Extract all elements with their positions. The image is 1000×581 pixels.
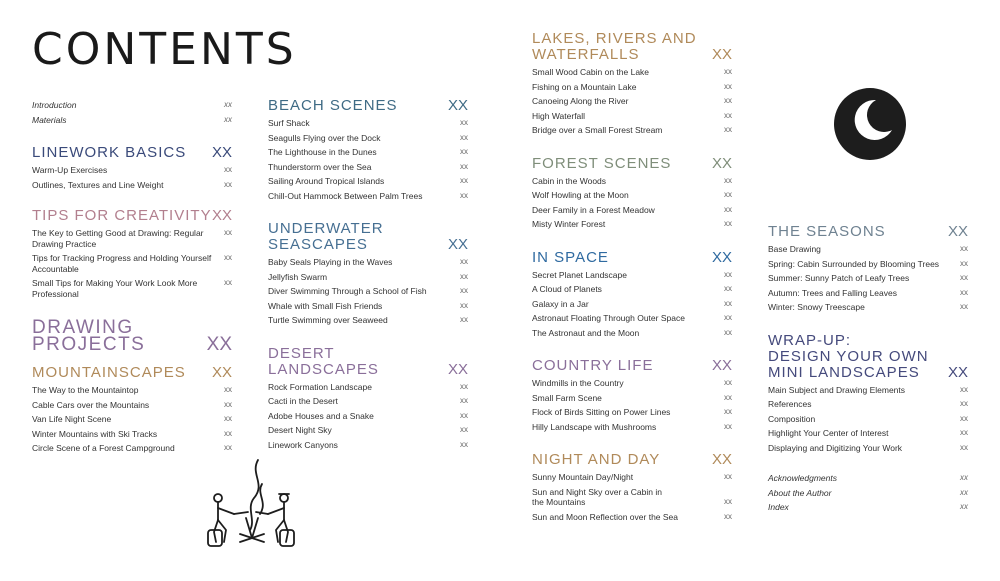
back-matter: [768, 473, 968, 513]
toc-entry[interactable]: Flock of Birds Sitting on Power Lines xx: [532, 407, 732, 417]
section-lakes-rivers-waterfalls: [532, 31, 732, 136]
toc-entry[interactable]: Main Subject and Drawing Elements xx: [768, 384, 968, 395]
toc-column-3: [532, 31, 732, 534]
section-heading[interactable]: NIGHT AND DAY XX: [532, 451, 732, 468]
toc-entry[interactable]: Winter Mountains with Ski Tracks xx: [32, 428, 232, 439]
section-heading[interactable]: UNDERWATER SEASCAPES XX: [268, 220, 468, 253]
crescent-moon-icon: [832, 86, 908, 167]
toc-entry[interactable]: Thunderstorm over the Sea xx: [268, 161, 468, 172]
section-in-space: [532, 250, 732, 339]
toc-entry[interactable]: About the Author xx: [768, 487, 968, 498]
toc-entry[interactable]: Chill-Out Hammock Between Palm Trees xx: [268, 190, 468, 201]
toc-entry[interactable]: Tips for Tracking Progress and Holding Yourself Accountable xx: [32, 253, 232, 274]
toc-entry[interactable]: Misty Winter Forest xx: [532, 219, 732, 229]
toc-entry[interactable]: Spring: Cabin Surrounded by Blooming Trees xx: [768, 258, 968, 269]
section-heading[interactable]: MOUNTAINSCAPES XX: [32, 364, 232, 381]
toc-entry[interactable]: Warm-Up Exercises xx: [32, 165, 232, 175]
toc-entry[interactable]: Van Life Night Scene xx: [32, 414, 232, 424]
toc-entry[interactable]: Sun and Night Sky over a Cabin in the Mountains xx: [532, 486, 732, 507]
toc-entry[interactable]: Highlight Your Center of Interest xx: [768, 428, 968, 438]
section-heading[interactable]: FOREST SCENES XX: [532, 154, 732, 172]
toc-entry[interactable]: A Cloud of Planets xx: [532, 284, 732, 294]
toc-entry[interactable]: Cabin in the Woods xx: [532, 175, 732, 186]
toc-entry[interactable]: Fishing on a Mountain Lake xx: [532, 81, 732, 92]
toc-entry[interactable]: Sailing Around Tropical Islands xx: [268, 176, 468, 186]
section-wrap-up: [768, 333, 968, 454]
section-heading[interactable]: LAKES, RIVERS AND WATERFALLS XX: [532, 30, 732, 63]
section-forest-scenes: [532, 156, 732, 230]
section-heading[interactable]: LINEWORK BASICS XX: [32, 144, 232, 161]
toc-entry[interactable]: Introduction xx: [32, 100, 232, 110]
toc-entry[interactable]: The Astronaut and the Moon xx: [532, 327, 732, 338]
toc-entry[interactable]: Index xx: [768, 502, 968, 512]
section-linework-basics: [32, 145, 232, 190]
section-heading[interactable]: IN SPACE XX: [532, 248, 732, 266]
section-heading[interactable]: BEACH SCENES XX: [268, 97, 468, 114]
section-tips-for-creativity: [32, 208, 232, 299]
toc-entry[interactable]: Base Drawing xx: [768, 244, 968, 254]
toc-column-1: [32, 100, 232, 466]
section-mountainscapes: [32, 365, 232, 454]
toc-entry[interactable]: Autumn: Trees and Falling Leaves xx: [768, 287, 968, 298]
toc-entry[interactable]: Cacti in the Desert xx: [268, 396, 468, 406]
toc-entry[interactable]: Materials xx: [32, 114, 232, 125]
toc-entry[interactable]: Galaxy in a Jar xx: [532, 298, 732, 309]
toc-entry[interactable]: Desert Night Sky xx: [268, 425, 468, 435]
section-heading[interactable]: THE SEASONS XX: [768, 223, 968, 240]
toc-entry[interactable]: Windmills in the Country xx: [532, 378, 732, 388]
toc-entry[interactable]: References xx: [768, 399, 968, 409]
section-underwater-seascapes: [268, 221, 468, 326]
toc-entry[interactable]: Diver Swimming Through a School of Fish xx: [268, 286, 468, 296]
section-heading[interactable]: WRAP-UP: DESIGN YOUR OWN MINI LANDSCAPES XX: [768, 331, 968, 381]
toc-column-4: [768, 224, 968, 525]
toc-entry[interactable]: Bridge over a Small Forest Stream xx: [532, 125, 732, 135]
front-matter: [32, 100, 232, 125]
toc-entry[interactable]: The Key to Getting Good at Drawing: Regular Drawing Practice xx: [32, 228, 232, 249]
toc-entry[interactable]: Small Farm Scene xx: [532, 392, 732, 403]
toc-entry[interactable]: Astronaut Floating Through Outer Space xx: [532, 313, 732, 323]
toc-entry[interactable]: Surf Shack xx: [268, 118, 468, 128]
toc-entry[interactable]: Wolf Howling at the Moon xx: [532, 190, 732, 200]
toc-entry[interactable]: Small Wood Cabin on the Lake xx: [532, 67, 732, 77]
toc-entry[interactable]: Rock Formation Landscape xx: [268, 381, 468, 392]
toc-entry[interactable]: Circle Scene of a Forest Campground xx: [32, 443, 232, 453]
toc-entry[interactable]: Deer Family in a Forest Meadow xx: [532, 204, 732, 215]
campfire-illustration: [202, 458, 302, 555]
part-heading[interactable]: DRAWING PROJECTS XX: [32, 317, 232, 355]
toc-entry[interactable]: Summer: Sunny Patch of Leafy Trees xx: [768, 273, 968, 283]
toc-entry[interactable]: High Waterfall xx: [532, 110, 732, 121]
page-title: CONTENTS: [32, 24, 297, 75]
toc-entry[interactable]: Secret Planet Landscape xx: [532, 269, 732, 280]
section-beach-scenes: [268, 98, 468, 201]
section-night-and-day: [532, 452, 732, 522]
toc-entry[interactable]: Hilly Landscape with Mushrooms xx: [532, 421, 732, 432]
section-the-seasons: [768, 224, 968, 313]
toc-entry[interactable]: Jellyfish Swarm xx: [268, 271, 468, 282]
toc-entry[interactable]: Winter: Snowy Treescape xx: [768, 302, 968, 312]
section-heading[interactable]: COUNTRY LIFE XX: [532, 357, 732, 374]
toc-entry[interactable]: The Lighthouse in the Dunes xx: [268, 147, 468, 157]
section-heading[interactable]: DESERT LANDSCAPES XX: [268, 344, 468, 378]
toc-entry[interactable]: Adobe Houses and a Snake xx: [268, 410, 468, 421]
toc-entry[interactable]: Canoeing Along the River xx: [532, 96, 732, 106]
toc-entry[interactable]: Baby Seals Playing in the Waves xx: [268, 257, 468, 267]
toc-entry[interactable]: Displaying and Digitizing Your Work xx: [768, 442, 968, 453]
toc-entry[interactable]: Linework Canyons xx: [268, 439, 468, 450]
toc-entry[interactable]: Whale with Small Fish Friends xx: [268, 300, 468, 311]
toc-entry[interactable]: Outlines, Textures and Line Weight xx: [32, 179, 232, 190]
toc-entry[interactable]: The Way to the Mountaintop xx: [32, 385, 232, 395]
toc-entry[interactable]: Sunny Mountain Day/Night xx: [532, 472, 732, 482]
part-drawing-projects: [32, 319, 232, 353]
toc-entry[interactable]: Turtle Swimming over Seaweed xx: [268, 315, 468, 325]
section-country-life: [532, 358, 732, 432]
toc-column-2: [268, 98, 468, 462]
toc-entry[interactable]: Cable Cars over the Mountains xx: [32, 399, 232, 410]
toc-entry[interactable]: Composition xx: [768, 413, 968, 424]
toc-entry[interactable]: Acknowledgments xx: [768, 473, 968, 483]
toc-entry[interactable]: Sun and Moon Reflection over the Sea xx: [532, 511, 732, 522]
toc-entry[interactable]: Small Tips for Making Your Work Look More Professional xx: [32, 278, 232, 299]
section-desert-landscapes: [268, 346, 468, 451]
section-heading[interactable]: TIPS FOR CREATIVITY XX: [32, 207, 232, 224]
toc-entry[interactable]: Seagulls Flying over the Dock xx: [268, 132, 468, 143]
